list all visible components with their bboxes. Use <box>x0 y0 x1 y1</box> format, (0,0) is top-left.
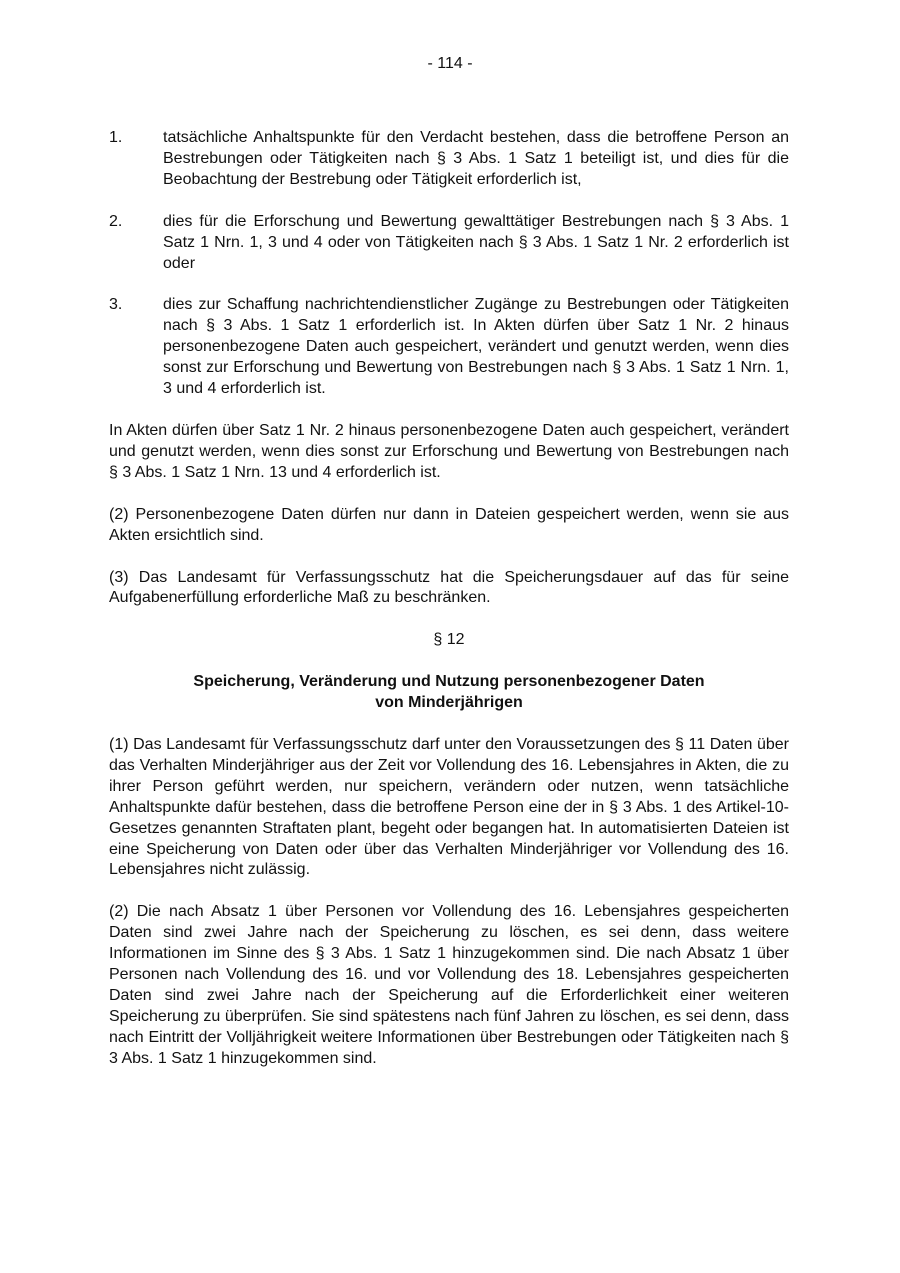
section-title-line-2: von Minderjährigen <box>375 694 523 712</box>
section-number: § 12 <box>433 631 465 649</box>
list-item-text: dies für die Erforschung und Bewertung gewalttätiger Bestrebungen nach § 3 Abs. 1 Satz 1 Nrn. 1, 3 und 4 oder von Tätigkeiten nach § 3 Abs. 1 Satz 1 Nr. 2 erforderlich ist oder <box>163 212 789 272</box>
paragraph-section-12-absatz-2: (2) Die nach Absatz 1 über Personen vor Vollendung des 16. Lebensjahres gespeicherten Daten sind zwei Jahre nach der Speicherung zu löschen, es sei denn, dass weitere Informationen im Sinne des § 3 Abs. 1 Satz 1 hinzugekommen sind. Die nach Absatz 1 über Personen nach Vollendung des 16. und vor Vollendung des 18. Lebensjahres gespeicherten Daten sind zwei Jahre nach der Speicherung auf die Erforderlichkeit einer weiteren Speicherung zu überprüfen. Sie sind spätestens nach fünf Jahren zu löschen, es sei denn, dass nach Eintritt der Volljährigkeit weitere Informationen über Bestrebungen oder Tätigkeiten nach § 3 Abs. 1 Satz 1 hinzugekommen sind. <box>109 903 789 1067</box>
section-title <box>109 672 789 714</box>
document-body <box>109 128 789 1091</box>
list-item <box>109 295 789 400</box>
paragraph-absatz-3: (3) Das Landesamt für Verfassungsschutz hat die Speicherungsdauer auf das für seine Aufgabenerfüllung erforderliche Maß zu beschränken. <box>109 568 789 607</box>
list-item-text: tatsächliche Anhaltspunkte für den Verdacht bestehen, dass die betroffene Person an Bestrebungen oder Tätigkeiten nach § 3 Abs. 1 Satz 1 beteiligt ist, und dies für die Beobachtung der Bestrebung oder Tätigkeit erforderlich ist, <box>163 129 789 188</box>
list-item-number: 3. <box>109 296 123 314</box>
paragraph-akten-continuation: In Akten dürfen über Satz 1 Nr. 2 hinaus personenbezogene Daten auch gespeichert, verändert und genutzt werden, wenn dies sonst zur Erforschung und Bewertung von Bestrebungen nach § 3 Abs. 1 Satz 1 Nrn. 13 und 4 erforderlich ist. <box>109 421 789 481</box>
list-item-text: dies zur Schaffung nachrichtendienstlicher Zugänge zu Bestrebungen oder Tätigkeiten nach § 3 Abs. 1 Satz 1 erforderlich ist. In Akten dürfen über Satz 1 Nr. 2 hinaus personenbezogene Daten auch gespeichert, verändert und genutzt werden, wenn dies sonst zur Erforschung und Bewertung von Bestrebungen nach § 3 Abs. 1 Satz 1 Nrn. 1, 3 und 4 erforderlich ist. <box>163 296 789 398</box>
paragraph-section-12-absatz-1: (1) Das Landesamt für Verfassungsschutz darf unter den Voraussetzungen des § 11 Daten über das Verhalten Minderjähriger aus der Zeit vor Vollendung des 16. Lebensjahres in Akten, die zu ihrer Person geführt werden, nur speichern, verändern oder nutzen, wenn tatsächliche Anhaltspunkte dafür bestehen, dass die betroffene Person eine der in § 3 Abs. 1 des Artikel-10-Gesetzes genannten Straftaten plant, begeht oder begangen hat. In automatisierten Dateien ist eine Speicherung von Daten oder über das Verhalten Minderjähriger vor Vollendung des 16. Lebensjahres nicht zulässig. <box>109 736 789 879</box>
paragraph-absatz-2: (2) Personenbezogene Daten dürfen nur dann in Dateien gespeichert werden, wenn sie aus Akten ersichtlich sind. <box>109 505 789 544</box>
list-item <box>109 212 789 275</box>
list-item <box>109 128 789 191</box>
list-item-number: 1. <box>109 129 123 146</box>
list-item-number: 2. <box>109 212 123 230</box>
page-number: - 114 - <box>427 55 473 72</box>
section-title-line-1: Speicherung, Veränderung und Nutzung personenbezogener Daten <box>193 673 705 691</box>
